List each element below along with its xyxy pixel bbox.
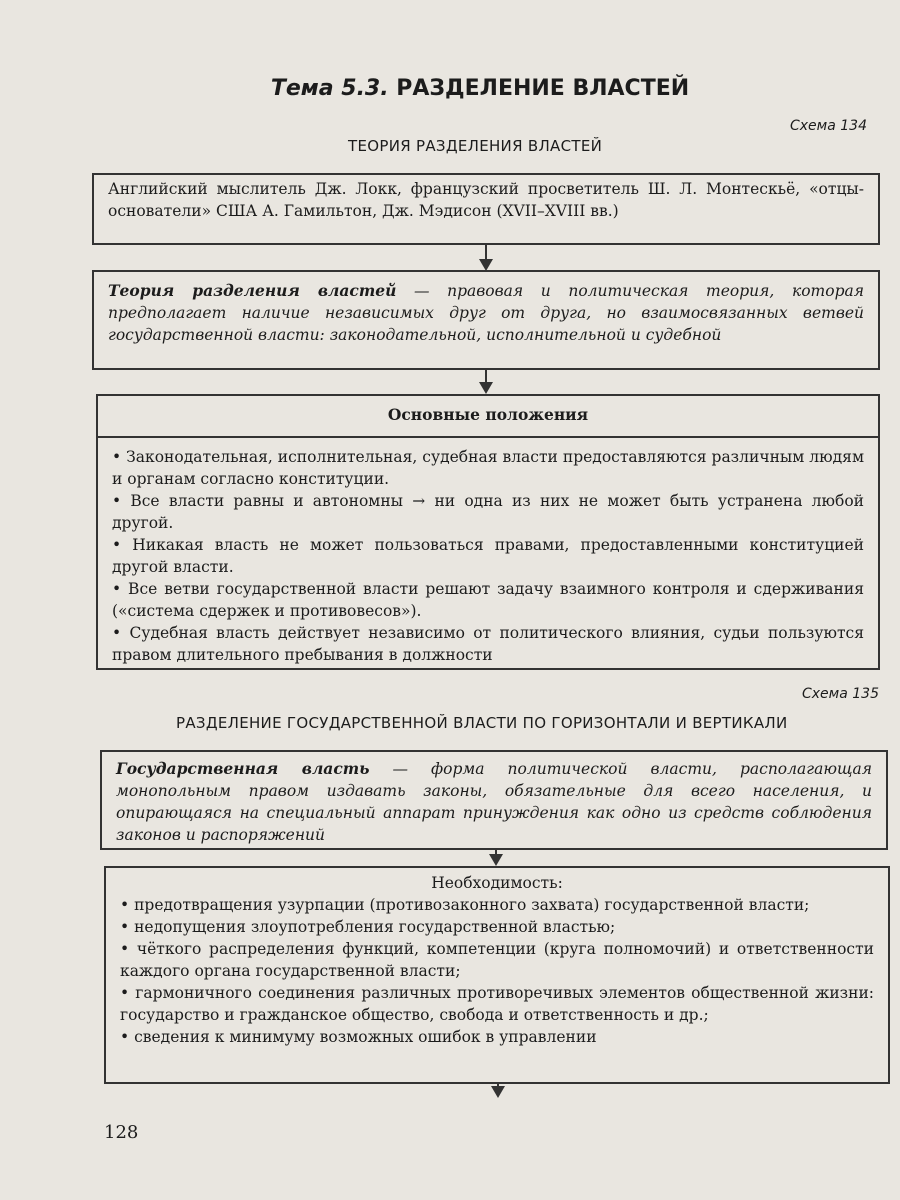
state-power-definition-box bbox=[100, 750, 888, 850]
authors-box bbox=[92, 173, 880, 245]
topic-title bbox=[0, 76, 900, 101]
topic-prefix: Тема 5.3. bbox=[270, 76, 389, 101]
necessity-box bbox=[104, 866, 890, 1084]
necessity-item: • гармоничного соединения различных противоречивых элементов общественной жизни: государство и гражданское общество, свобода и ответственность и др.; bbox=[120, 984, 874, 1024]
necessity-item: • чёткого распределения функций, компетенции (круга полномочий) и ответственности каждого органа государственной власти; bbox=[120, 940, 874, 980]
principle-item: • Судебная власть действует независимо от политического влияния, судьи пользуются правом длительного пребывания в должности bbox=[112, 624, 864, 664]
state-power-definition-term: Государственная власть bbox=[116, 759, 370, 778]
necessity-item: • недопущения злоупотребления государственной властью; bbox=[120, 918, 616, 936]
necessity-item: • сведения к минимуму возможных ошибок в управлении bbox=[120, 1028, 597, 1046]
theory-definition-box bbox=[92, 270, 880, 370]
principles-header: Основные положения bbox=[98, 396, 878, 438]
principle-item: • Никакая власть не может пользоваться правами, предоставленными конституцией другой власти. bbox=[112, 536, 864, 576]
scheme-135-subtitle: РАЗДЕЛЕНИЕ ГОСУДАРСТВЕННОЙ ВЛАСТИ ПО ГОРИЗОНТАЛИ И ВЕРТИКАЛИ bbox=[176, 714, 788, 732]
principles-box bbox=[96, 394, 880, 670]
theory-definition-text: — правовая и политическая теория, которая предполагает наличие независимых друг от друга, но взаимосвязанных ветвей государственной власти: законодательной, исполнительной и судебной bbox=[108, 282, 865, 344]
principle-item: • Законодательная, исполнительная, судебная власти предоставляются различным людям и органам согласно конституции. bbox=[112, 448, 864, 488]
necessity-item: • предотвращения узурпации (противозаконного захвата) государственной власти; bbox=[120, 896, 810, 914]
authors-text: Английский мыслитель Дж. Локк, французский просветитель Ш. Л. Монтескьё, «отцы-основатели» США А. Гамильтон, Дж. Мэдисон (XVII–XVIII вв.) bbox=[108, 180, 864, 220]
state-power-definition-text: — форма политической власти, располагающая монопольным правом издавать законы, обязательные для всего населения, и опирающаяся на специальный аппарат принуждения как одно из средств соблюдения законов и распоряжений bbox=[116, 760, 872, 844]
topic-name: РАЗДЕЛЕНИЕ ВЛАСТЕЙ bbox=[396, 76, 690, 101]
scheme-134-label: Схема 134 bbox=[790, 118, 867, 134]
theory-definition-term: Теория разделения властей bbox=[108, 281, 397, 300]
scheme-134-subtitle: ТЕОРИЯ РАЗДЕЛЕНИЯ ВЛАСТЕЙ bbox=[348, 137, 603, 155]
principle-item: • Все ветви государственной власти решают задачу взаимного контроля и сдерживания («система сдержек и противовесов»). bbox=[112, 580, 864, 620]
page-number: 128 bbox=[104, 1122, 139, 1143]
necessity-header: Необходимость: bbox=[431, 874, 563, 892]
scheme-135-label: Схема 135 bbox=[802, 686, 879, 702]
principle-item: • Все власти равны и автономны → ни одна из них не может быть устранена любой другой. bbox=[112, 492, 864, 532]
